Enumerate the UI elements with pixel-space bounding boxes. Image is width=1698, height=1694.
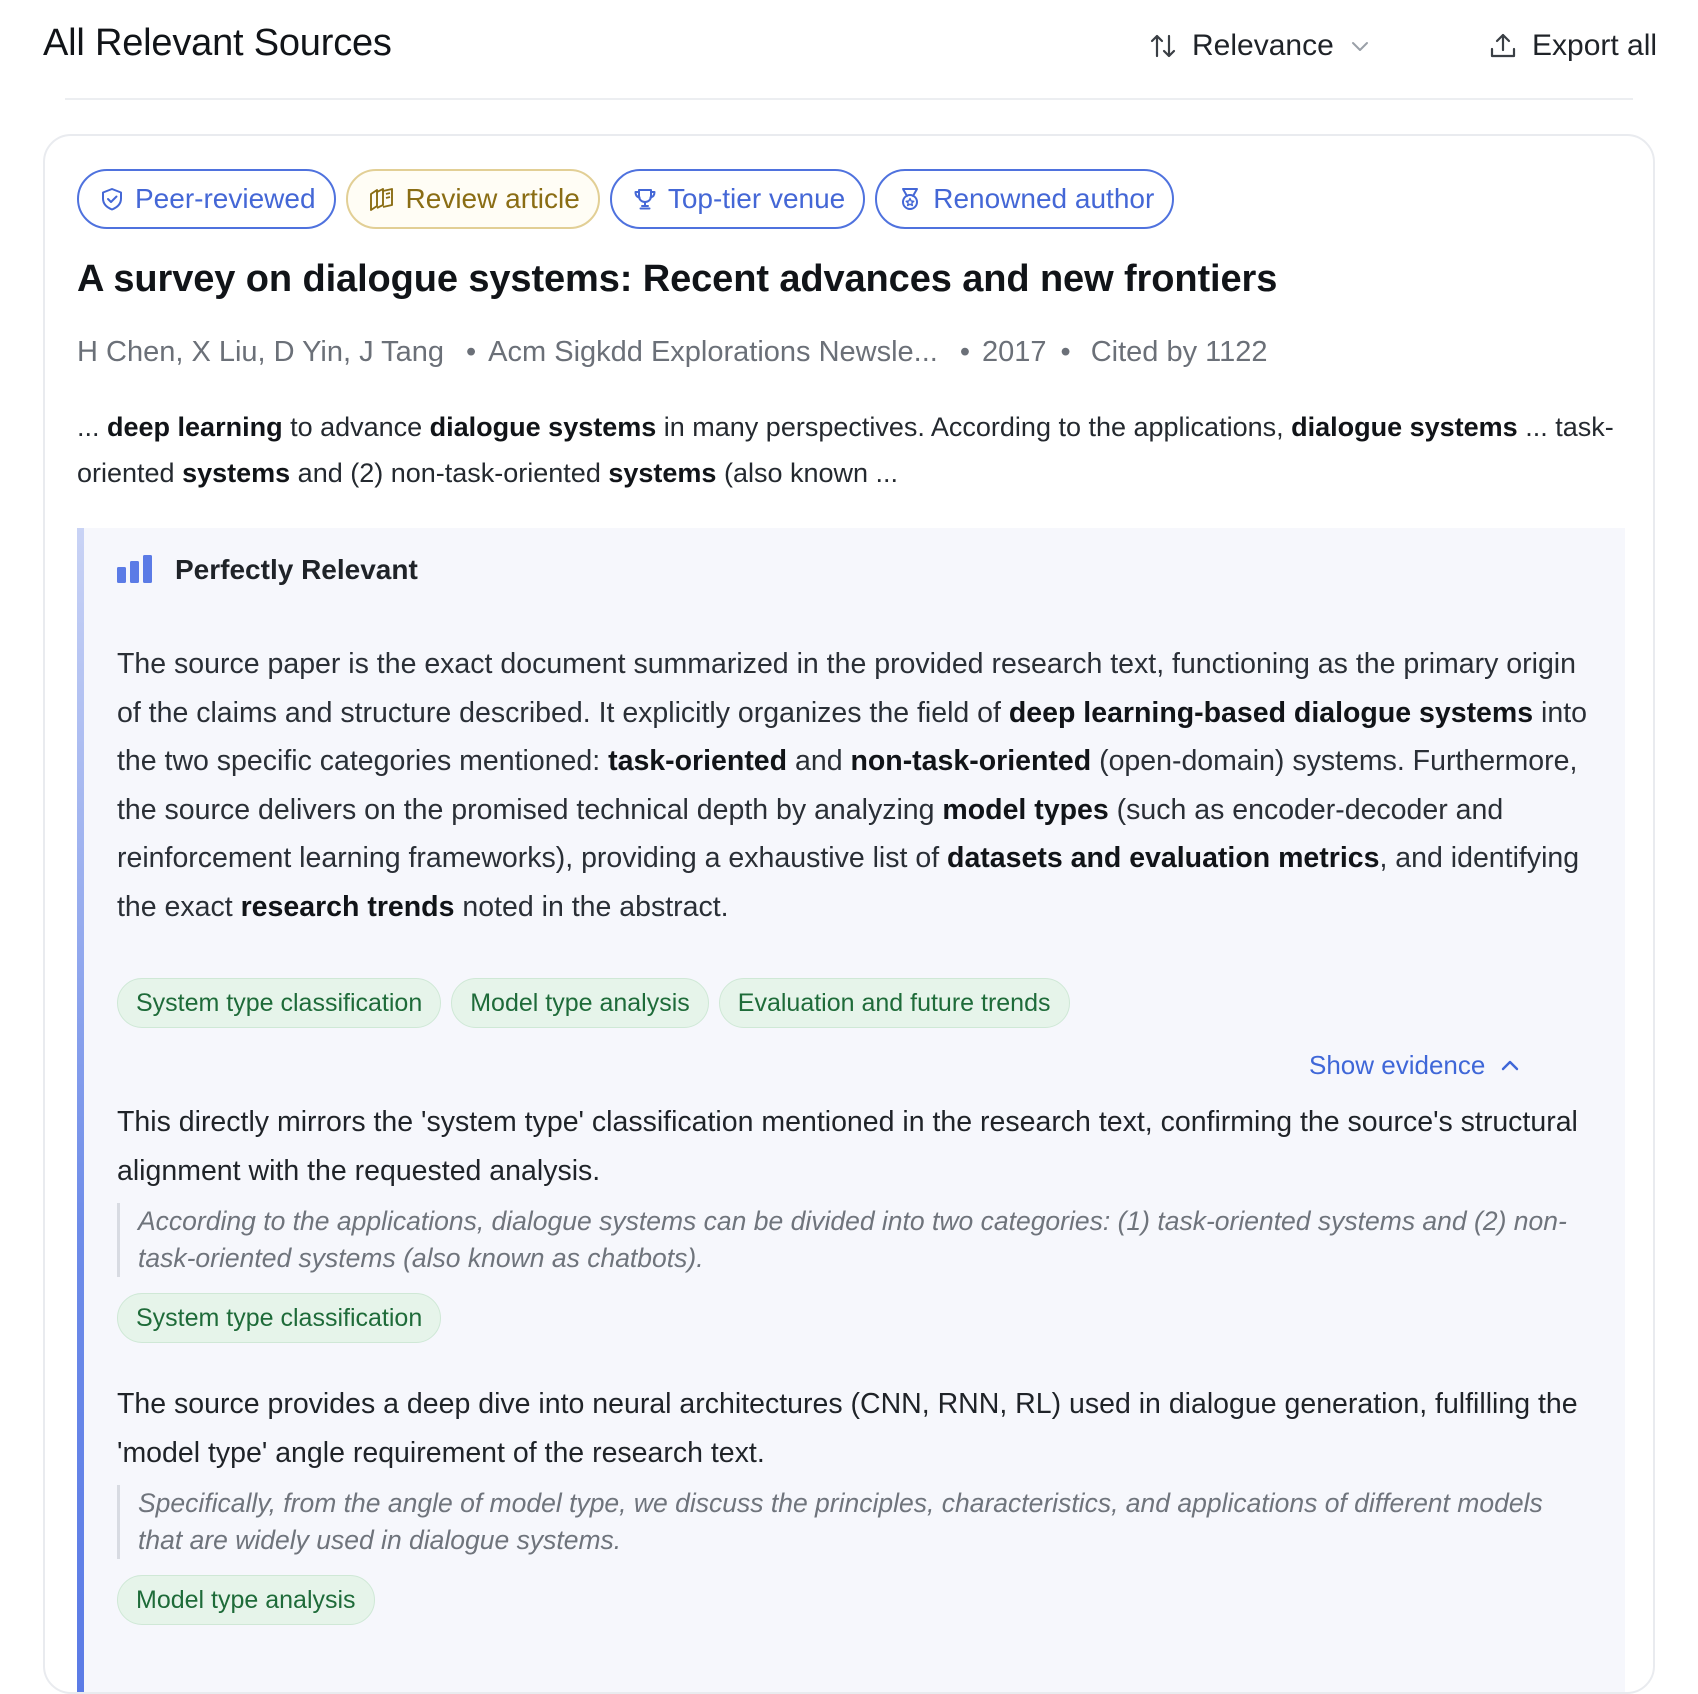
plain-text: in many perspectives. According to the applications, <box>656 412 1292 442</box>
tag-chip[interactable]: Model type analysis <box>117 1575 375 1625</box>
paper-year: 2017 <box>982 336 1047 368</box>
badge-row <box>77 169 1174 229</box>
badge-label: Peer-reviewed <box>135 183 316 214</box>
paper-title[interactable]: A survey on dialogue systems: Recent advances and new frontiers <box>77 258 1278 300</box>
tag-chip[interactable]: Model type analysis <box>451 978 709 1028</box>
trophy-icon <box>632 186 658 212</box>
medal-icon <box>897 186 923 212</box>
badge-label: Top-tier venue <box>667 183 846 214</box>
highlight-text: dialogue systems <box>1291 412 1518 442</box>
results-header <box>0 0 1698 100</box>
chevron-down-icon <box>1348 34 1372 58</box>
badge-top-tier-venue[interactable] <box>610 169 865 229</box>
paper-snippet <box>77 404 1637 496</box>
relevance-summary <box>117 640 1587 931</box>
badge-peer-reviewed[interactable] <box>77 169 336 229</box>
tag-chip[interactable]: System type classification <box>117 978 441 1028</box>
highlight-text: model types <box>942 793 1109 826</box>
paper-venue: Acm Sigkdd Explorations Newsle... <box>488 336 938 368</box>
evidence-text: The source provides a deep dive into neural architectures (CNN, RNN, RL) used in dialogue generation, fulfilling the 'model type' angle requirement of the research text. <box>117 1388 1578 1469</box>
evidence-item <box>117 1380 1587 1625</box>
export-label: Export all <box>1532 29 1658 62</box>
highlight-text: deep learning-based dialogue systems <box>1008 696 1534 729</box>
plain-text: (open-domain) systems. Furthermore, the source delivers on the promised technical depth by analyzing <box>117 745 1578 826</box>
evidence-text: This directly mirrors the 'system type' classification mentioned in the research text, confirming the source's structural alignment with the requested analysis. <box>117 1106 1578 1187</box>
relevance-bars-icon <box>117 555 155 585</box>
relevance-panel <box>77 528 1625 1694</box>
highlight-text: research trends <box>240 890 455 923</box>
evidence-item <box>117 1098 1587 1343</box>
highlight-text: datasets and evaluation metrics <box>947 842 1380 874</box>
plain-text: and (2) non-task-oriented <box>290 458 609 488</box>
plain-text: ... task-oriented <box>77 412 1614 488</box>
show-evidence-toggle[interactable] <box>1309 1050 1521 1081</box>
show-evidence-label: Show evidence <box>1309 1050 1486 1080</box>
upload-icon <box>1488 31 1518 61</box>
plain-text: , and identifying the exact <box>117 842 1580 923</box>
highlight-text: dialogue systems <box>429 412 657 442</box>
badge-label: Review article <box>405 183 580 214</box>
separator-dot: • <box>1060 336 1071 368</box>
evidence-quote: Specifically, from the angle of model type, we discuss the principles, characteristics, and applications of different models that are widely used in dialogue systems. <box>117 1485 1587 1559</box>
plain-text: and <box>787 745 851 777</box>
separator-dot: • <box>466 336 477 368</box>
sort-arrows-icon <box>1148 31 1178 61</box>
highlight-text: deep learning <box>107 412 283 442</box>
relevance-accent-bar <box>77 528 84 1694</box>
header-divider <box>65 98 1633 100</box>
tag-chip[interactable]: System type classification <box>117 1293 441 1343</box>
plain-text: noted in the abstract. <box>454 890 729 923</box>
highlight-text: systems <box>182 458 291 488</box>
relevance-heading <box>117 554 418 586</box>
plain-text: The source paper is the exact document summarized in the provided research text, functioning as the primary origin of the claims and structure described. It explicitly organizes the field of <box>117 648 1576 729</box>
chevron-up-icon <box>1499 1055 1521 1077</box>
badge-review-article[interactable] <box>346 169 600 229</box>
badge-label: Renowned author <box>933 183 1155 214</box>
sort-dropdown[interactable] <box>1148 26 1372 66</box>
relevance-tags <box>117 978 1070 1028</box>
relevance-label: Perfectly Relevant <box>175 554 418 585</box>
plain-text: ... <box>77 412 108 442</box>
highlight-text: systems <box>608 458 717 488</box>
page-title: All Relevant Sources <box>43 22 392 64</box>
plain-text: (such as encoder-decoder and reinforcement learning frameworks), providing a exhaustive list of <box>117 793 1504 874</box>
badge-renowned-author[interactable] <box>875 169 1174 229</box>
shield-check-icon <box>99 186 125 212</box>
separator-dot: • <box>959 336 971 368</box>
tag-chip[interactable]: Evaluation and future trends <box>719 978 1070 1028</box>
evidence-quote: According to the applications, dialogue systems can be divided into two categories: (1) task-oriented systems and (2) non-task-oriented systems (also known as chatbots). <box>117 1203 1587 1277</box>
paper-meta <box>77 336 1268 369</box>
paper-authors: H Chen, X Liu, D Yin, J Tang <box>77 336 445 368</box>
highlight-text: task-oriented <box>608 745 788 777</box>
plain-text: (also known ... <box>716 458 899 488</box>
highlight-text: non-task-oriented <box>850 745 1092 777</box>
source-card <box>43 134 1655 1694</box>
plain-text: into the two specific categories mentioned: <box>117 696 1587 777</box>
plain-text: to advance <box>282 412 430 442</box>
sort-label: Relevance <box>1192 29 1334 62</box>
paper-citations[interactable]: Cited by 1122 <box>1090 336 1268 368</box>
stacked-pages-icon <box>368 186 396 212</box>
export-all-button[interactable] <box>1488 26 1657 66</box>
